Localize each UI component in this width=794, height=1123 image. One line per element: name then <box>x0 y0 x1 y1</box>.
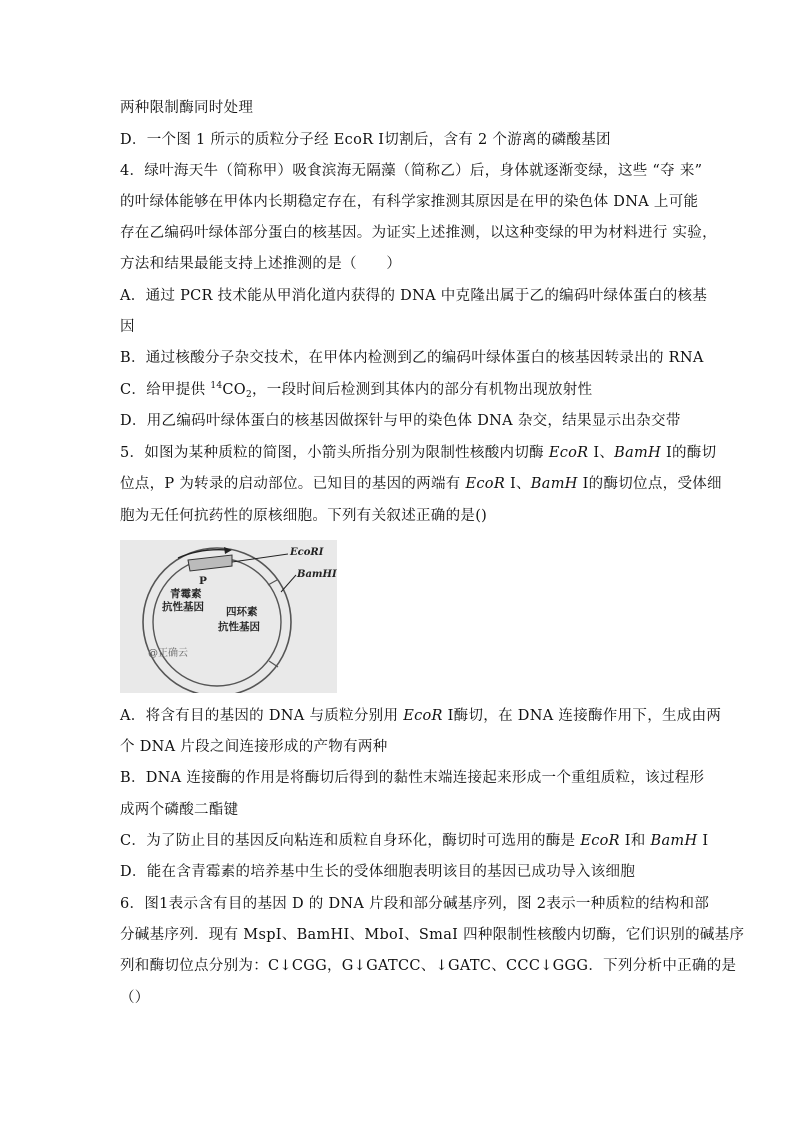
line-q4-stem-1: 4．绿叶海天牛（简称甲）吸食滨海无隔藻（简称乙）后，身体就逐渐变绿，这些 “夺 来” <box>120 163 703 179</box>
line-q4-option-c: C．给甲提供 $^{14}CO_2$，一段时间后检测到其体内的部分有机物出现放射性 <box>120 381 593 400</box>
bamhi-pointer <box>281 575 296 592</box>
line-q5-stem-2: 位点，P 为转录的启动部位。已知目的基因的两端有 EcoR Ⅰ、BamH Ⅰ的酶切位点，受体细 <box>120 476 722 492</box>
promoter-block <box>188 555 232 571</box>
line-q4-option-b: B．通过核酸分子杂交技术，在甲体内检测到乙的编码叶绿体蛋白的核基因转录出的 RNA <box>120 350 704 366</box>
tet-gene-label-1: 四环素 <box>226 606 258 618</box>
plasmid-inner-ring <box>153 558 281 686</box>
plasmid-diagram <box>120 540 337 693</box>
line-q4-stem-4: 方法和结果最能支持上述推测的是（ ） <box>120 256 402 272</box>
ring-separator-1 <box>268 580 277 585</box>
line-q5-option-a-cont: 个 DNA 片段之间连接形成的产物有两种 <box>120 739 388 755</box>
line-q6-stem-4: （） <box>120 990 150 1006</box>
plasmid-outer-ring <box>143 548 291 693</box>
ring-separator-2 <box>269 661 278 667</box>
line-q6-stem-1: 6．图1表示含有目的基因 D 的 DNA 片段和部分碱基序列，图 2表示一种质粒的结构和部 <box>120 896 710 912</box>
line-q6-stem-2: 分碱基序列．现有 MspI、BamHI、MboI、SmaI 四种限制性核酸内切酶，它们识别的碱基序 <box>120 927 745 943</box>
tet-gene-label-2: 抗性基因 <box>218 621 260 633</box>
promoter-label: P <box>199 575 207 587</box>
amp-gene-label-2: 抗性基因 <box>162 601 204 613</box>
line-q4-option-d: D．用乙编码叶绿体蛋白的核基因做探针与甲的染色体 DNA 杂交，结果显示出杂交带 <box>120 413 681 429</box>
watermark: @正确云 <box>148 648 188 659</box>
bamhi-label: BamHⅠ <box>297 569 337 580</box>
ecori-label: EcoRⅠ <box>290 547 324 558</box>
line-q4-stem-2: 的叶绿体能够在甲体内长期稳定存在，有科学家推测其原因是在甲的染色体 DNA 上可能 <box>120 194 699 210</box>
amp-gene-label-1: 青霉素 <box>170 588 202 600</box>
line-q5-option-a: A．将含有目的基因的 DNA 与质粒分别用 EcoR Ⅰ酶切，在 DNA 连接酶作用下，生成由两 <box>120 708 722 724</box>
line-option-c-fragment: 两种限制酶同时处理 <box>120 100 254 116</box>
line-q5-option-b: B．DNA 连接酶的作用是将酶切后得到的黏性末端连接起来形成一个重组质粒，该过程形 <box>120 770 705 786</box>
line-q5-option-c: C．为了防止目的基因反向粘连和质粒自身环化，酶切时可选用的酶是 EcoR Ⅰ和 BamH Ⅰ <box>120 833 709 849</box>
line-q4-stem-3: 存在乙编码叶绿体部分蛋白的核基因。为证实上述推测，以这种变绿的甲为材料进行 实验， <box>120 225 717 241</box>
line-q4-option-a-cont: 因 <box>120 319 135 335</box>
line-q5-stem-3: 胞为无任何抗药性的原核细胞。下列有关叙述正确的是() <box>120 508 488 524</box>
line-q5-option-b-cont: 成两个磷酸二酯键 <box>120 802 239 818</box>
line-q5-option-d: D．能在含青霉素的培养基中生长的受体细胞表明该目的基因已成功导入该细胞 <box>120 864 636 880</box>
line-q5-stem-1: 5．如图为某种质粒的简图，小箭头所指分别为限制性核酸内切酶 EcoR Ⅰ、BamH Ⅰ的酶切 <box>120 445 717 461</box>
plasmid-figure <box>120 540 337 693</box>
line-q4-option-a: A．通过 PCR 技术能从甲消化道内获得的 DNA 中克隆出属于乙的编码叶绿体蛋白的核基 <box>120 288 708 304</box>
line-option-d-q3: D．一个图 1 所示的质粒分子经 EcoR Ⅰ切割后，含有 2 个游离的磷酸基团 <box>120 132 611 148</box>
line-q6-stem-3: 列和酶切位点分别为：C↓CGG，G↓GATCC、↓GATC、CCC↓GGG．下列分析中正确的是 <box>120 958 737 974</box>
